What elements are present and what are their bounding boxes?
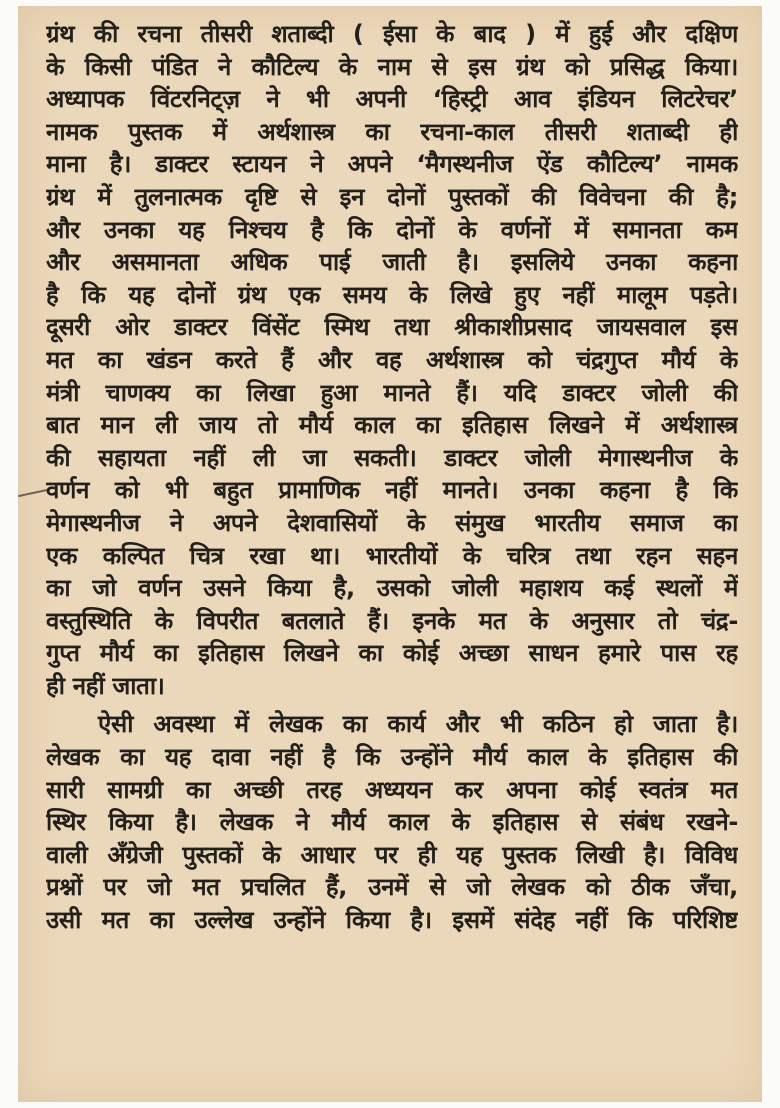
text-line: प्रश्नों पर जो मत प्रचलित हैं, उनमें से जो लेखक को ठीक जँचा, — [46, 873, 738, 902]
book-page — [18, 6, 762, 1102]
text-line: नामक पुस्तक में अर्थशास्त्र का रचना-काल तीसरी शताब्दी ही — [46, 117, 738, 146]
text-line: स्थिर किया है। लेखक ने मौर्य काल के इतिहास से संबंध रखने- — [46, 808, 738, 837]
text-line: ही नहीं जाता। — [46, 671, 165, 700]
text-line: ग्रंथ में तुलनात्मक दृष्टि से इन दोनों पुस्तकों की विवेचना की है; — [46, 182, 738, 211]
paragraph-2 — [46, 708, 738, 936]
text-line: ग्रंथ की रचना तीसरी शताब्दी ( ईसा के बाद ) में हुई और दक्षिण — [46, 20, 738, 48]
text-line: मत का खंडन करते हैं और वह अर्थशास्त्र को चंद्रगुप्त मौर्य के — [46, 345, 738, 374]
text-line: वर्णन को भी बहुत प्रामाणिक नहीं मानते। उनका कहना है कि — [46, 476, 738, 505]
text-line: अध्यापक विंटरनिट्ज़ ने भी अपनी ‘हिस्ट्री आव इंडियन लिटरेचर’ — [46, 85, 738, 114]
text-line: ऐसी अवस्था में लेखक का कार्य और भी कठिन हो जाता है। — [98, 710, 738, 739]
text-line: एक कल्पित चित्र रखा था। भारतीयों के चरित्र तथा रहन सहन — [46, 541, 738, 570]
page-text — [46, 18, 738, 937]
text-line: बात मान ली जाय तो मौर्य काल का इतिहास लिखने में अर्थशास्त्र — [46, 411, 738, 440]
paragraph-1 — [46, 18, 738, 702]
text-line: और उनका यह निश्चय है कि दोनों के वर्णनों में समानता कम — [46, 215, 738, 244]
text-line: का जो वर्णन उसने किया है, उसको जोली महाशय कई स्थलों में — [46, 574, 738, 603]
text-line: और असमानता अधिक पाई जाती है। इसलिये उनका कहना — [46, 248, 738, 277]
text-line: माना है। डाक्टर स्टायन ने अपने ‘मैगस्थनीज ऐंड कौटिल्य’ नामक — [46, 150, 738, 179]
text-line: वस्तुस्थिति के विपरीत बतलाते हैं। इनके मत के अनुसार तो चंद्र- — [46, 606, 738, 635]
margin-pen-mark — [18, 489, 48, 497]
text-line: दूसरी ओर डाक्टर विंसेंट स्मिथ तथा श्रीकाशीप्रसाद जायसवाल इस — [46, 313, 738, 342]
text-line: है कि यह दोनों ग्रंथ एक समय के लिखे हुए नहीं मालूम पड़ते। — [46, 280, 738, 309]
text-line: सारी सामग्री का अच्छी तरह अध्ययन कर अपना कोई स्वतंत्र मत — [46, 775, 738, 804]
text-line: के किसी पंडित ने कौटिल्य के नाम से इस ग्रंथ को प्रसिद्ध किया। — [46, 52, 738, 81]
text-line: की सहायता नहीं ली जा सकती। डाक्टर जोली मेगास्थनीज के — [46, 443, 738, 472]
text-line: मेगास्थनीज ने अपने देशवासियों के संमुख भारतीय समाज का — [46, 508, 738, 537]
text-line: वाली अँग्रेजी पुस्तकों के आधार पर ही यह पुस्तक लिखी है। विविध — [46, 840, 738, 869]
text-line: लेखक का यह दावा नहीं है कि उन्होंने मौर्य काल के इतिहास की — [46, 743, 738, 772]
text-line: उसी मत का उल्लेख उन्होंने किया है। इसमें संदेह नहीं कि परिशिष्ट — [46, 906, 738, 935]
text-line: मंत्री चाणक्य का लिखा हुआ मानते हैं। यदि डाक्टर जोली की — [46, 378, 738, 407]
text-line: गुप्त मौर्य का इतिहास लिखने का कोई अच्छा साधन हमारे पास रह — [46, 639, 738, 668]
